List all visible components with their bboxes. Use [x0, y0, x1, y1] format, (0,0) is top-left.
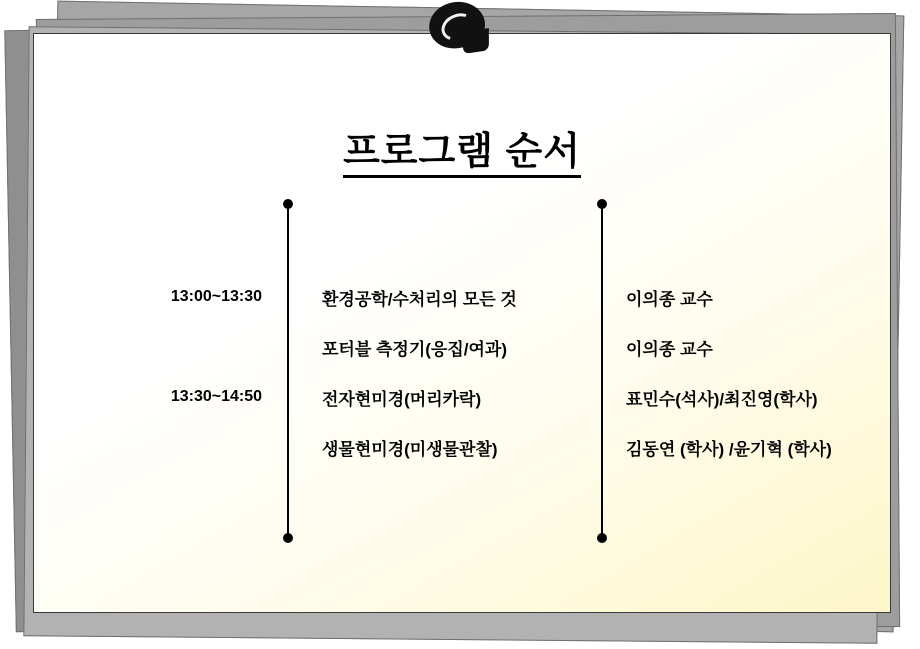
row-person: 이의종 교수: [626, 289, 713, 309]
binder-clip-icon: [423, 2, 497, 60]
row-person: 이의종 교수: [626, 339, 713, 359]
page-title: [34, 120, 890, 175]
table-row: [34, 322, 890, 372]
row-topic: 포터블 측정기(응집/여과): [322, 339, 507, 359]
table-row: [34, 422, 890, 472]
row-topic: 환경공학/수처리의 모든 것: [322, 289, 517, 309]
slide-page: [33, 33, 891, 613]
divider-dot-bottom: [597, 533, 607, 543]
row-topic: 전자현미경(머리카락): [322, 389, 482, 409]
row-topic: 생물현미경(미생물관찰): [322, 439, 498, 459]
divider-dot-bottom: [283, 533, 293, 543]
schedule-table: [34, 272, 890, 472]
page-title-text: 프로그램 순서: [343, 131, 581, 178]
divider-dot-top: [597, 199, 607, 209]
table-row: [34, 272, 890, 322]
row-person: 표민수(석사)/최진영(학사): [626, 389, 818, 409]
row-time: 13:00~13:30: [170, 288, 262, 305]
row-person: 김동연 (학사) /윤기혁 (학사): [626, 439, 832, 459]
divider-dot-top: [283, 199, 293, 209]
row-time: 13:30~14:50: [170, 388, 262, 405]
table-row: [34, 372, 890, 422]
